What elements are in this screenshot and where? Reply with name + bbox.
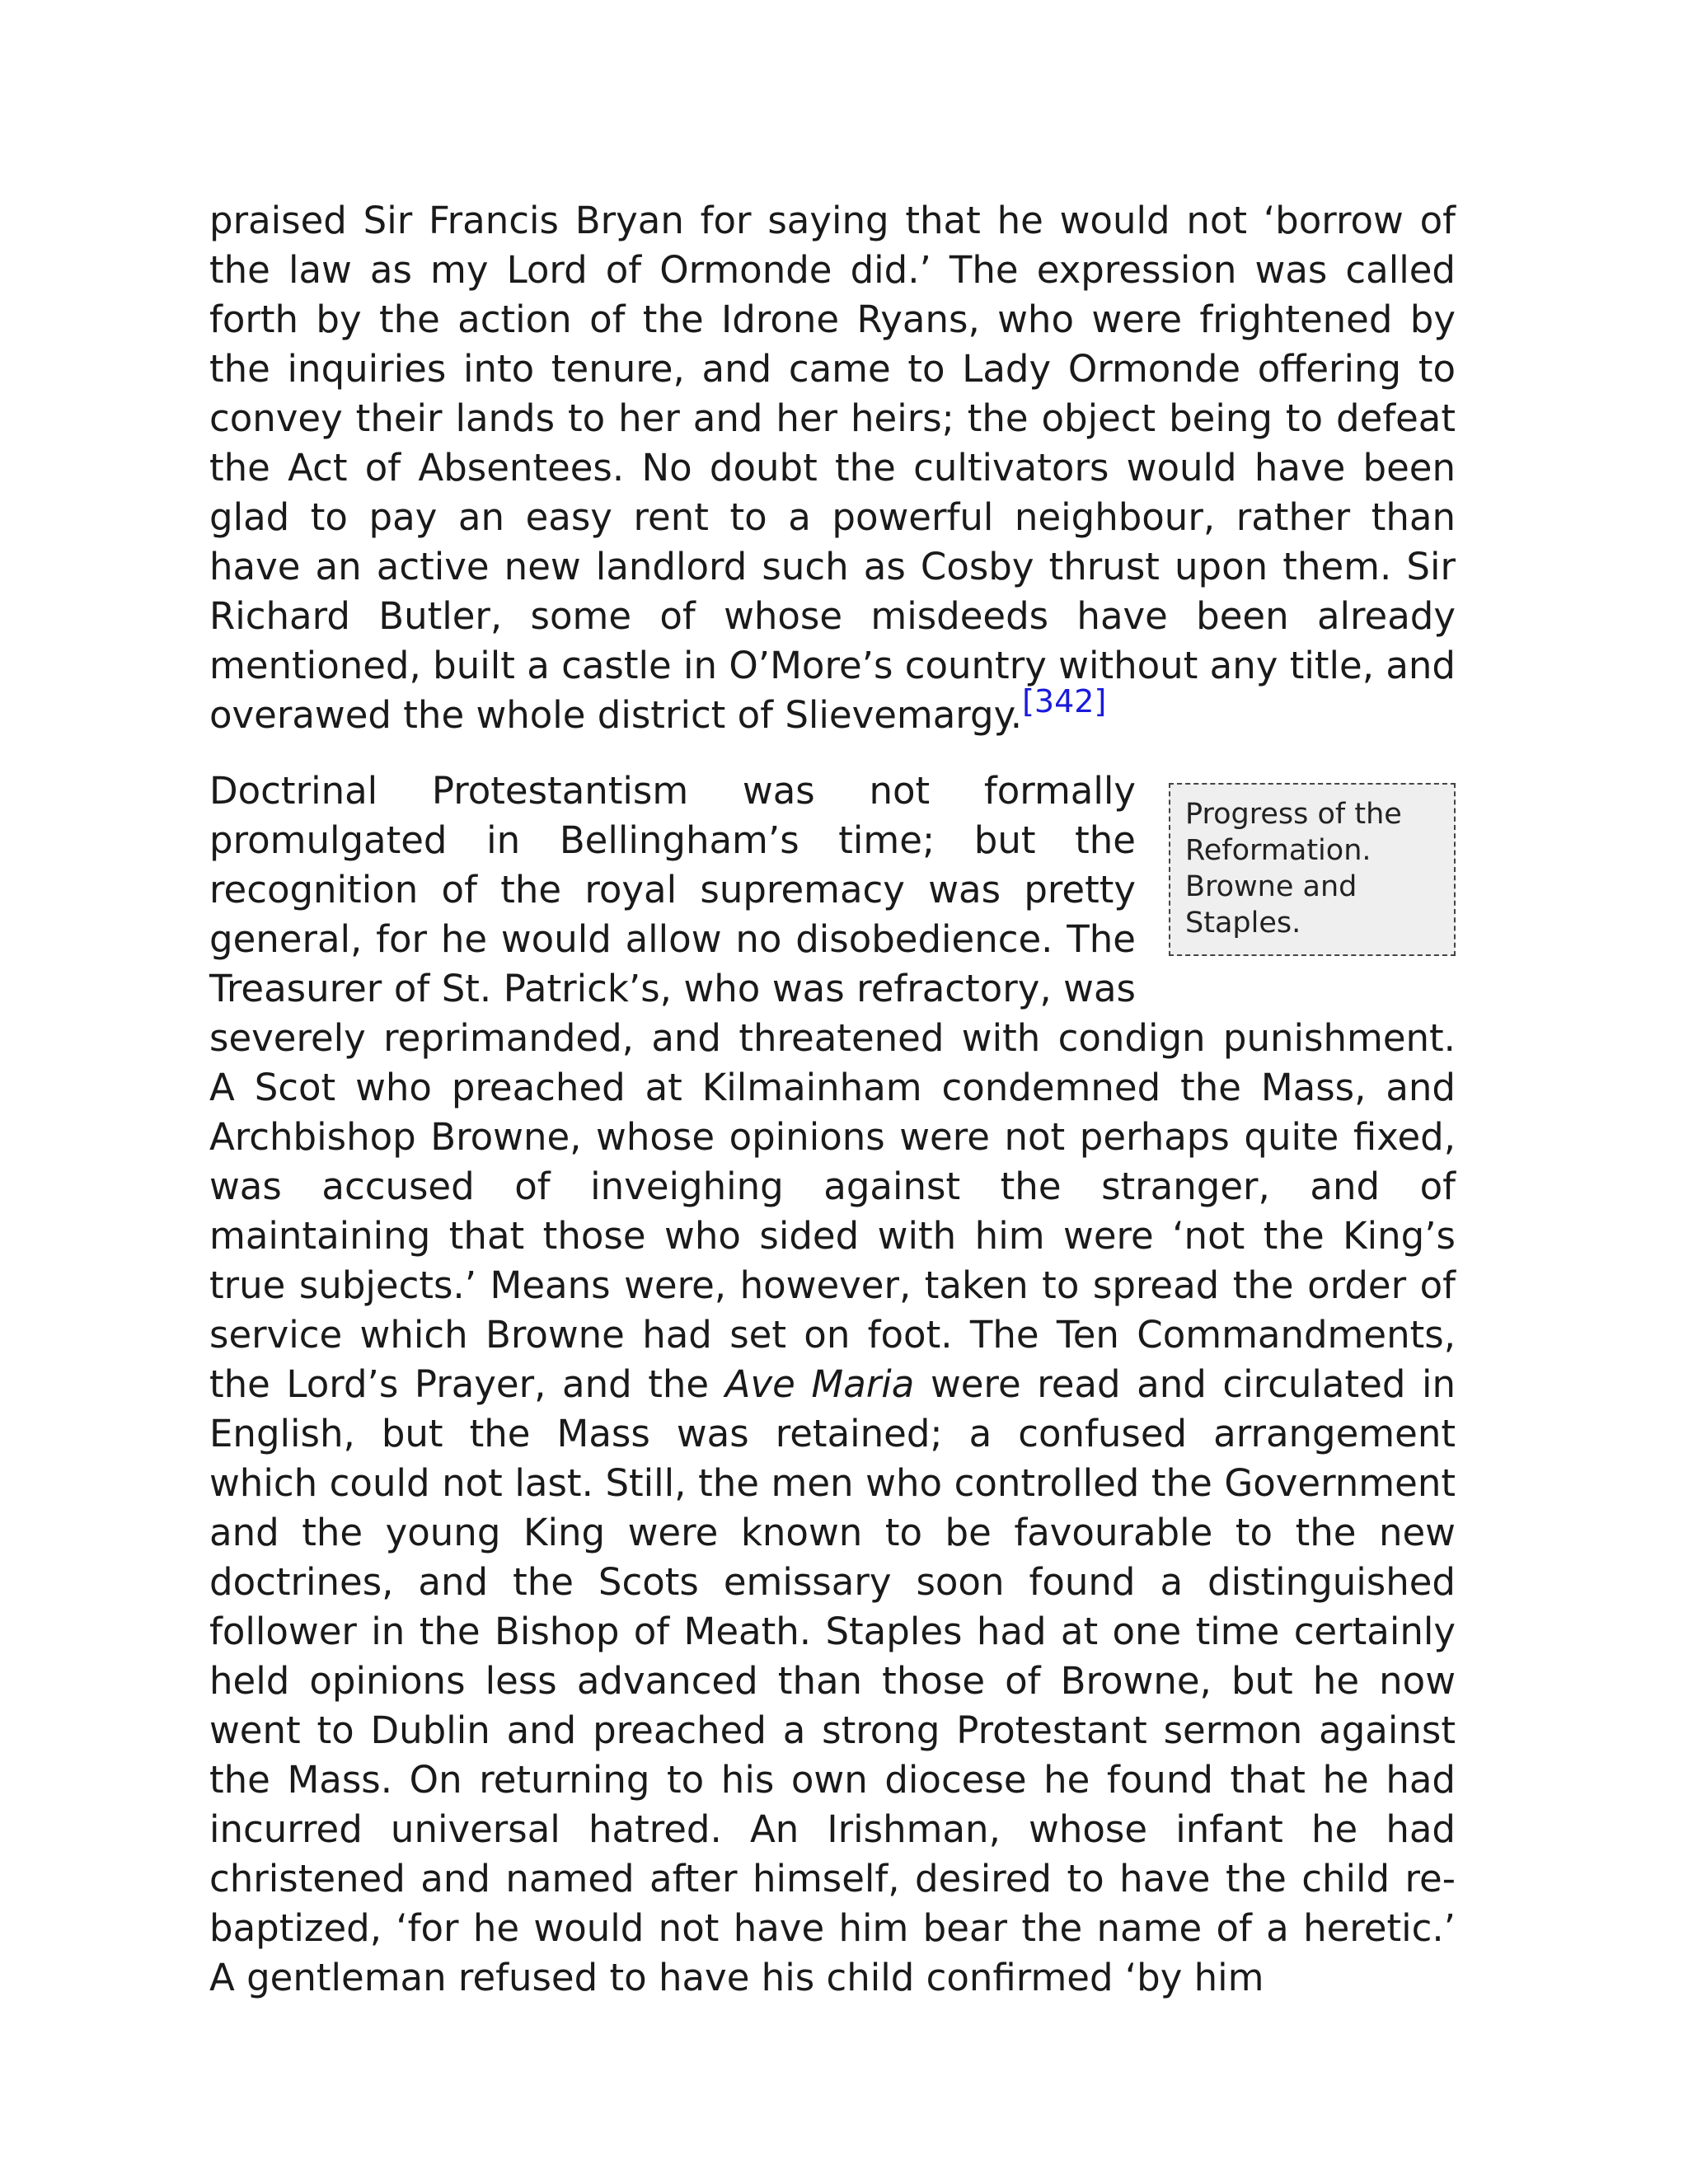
paragraph-1-text: praised Sir Francis Bryan for saying that he would not ‘borrow of the law as my Lord of Ormonde did.’ The expression was called forth by the action of the Idrone Ryans, who were frightened by the inquiries into tenure, and came to Lady Ormonde offering to convey their lands to her and her heirs; the object being to defeat the Act of Absentees. No doubt the cultivators would have been glad to pay an easy rent to a powerful neighbour, rather than have an active new landlord such as Cosby thrust upon them. Sir Richard Butler, some of whose misdeeds have been already mentioned, built a castle in O’More’s country without any title, and overawed the whole district of Slievemargy. xyxy=(209,199,1456,737)
page-body xyxy=(209,196,1456,2003)
paragraph-2-text-end: were read and circulated in English, but the Mass was retained; a confused arrangement which could not last. Still, the men who controlled the Government and the young King were known to be favourable to the new doctrines, and the Scots emissary soon found a distinguished follower in the Bishop of Meath. Staples had at one time certainly held opinions less advanced than those of Browne, but he now went to Dublin and preached a strong Protestant sermon against the Mass. On returning to his own diocese he found that he had incurred universal hatred. An Irishman, whose infant he had christened and named after himself, desired to have the child re-baptized, ‘for he would not have him bear the name of a heretic.’ A gentleman refused to have his child confirmed ‘by him xyxy=(209,1362,1456,1999)
italic-ave-maria: Ave Maria xyxy=(724,1362,915,1406)
sidenote-line-3: Browne and xyxy=(1185,870,1357,903)
footnote-link-342[interactable]: [342] xyxy=(1022,683,1107,719)
sidenote-line-2: Reformation. xyxy=(1185,834,1372,867)
paragraph-2-text-start: Doctrinal Protestantism was not formally promulgated in Bellingham’s time; but the recognition of the royal supremacy was pretty general, for he would allow no disobedience. The Treasurer of St. Patrick’s, who was refractory, was severely reprimanded, and threatened with condign punishment. A Scot who preached at Kilmainham condemned the Mass, and Archbishop Browne, whose opinions were not perhaps quite fixed, was accused of inveighing against the stranger, and of maintaining that those who sided with him were ‘not the King’s true subjects.’ Means were, however, taken to spread the order of service which Browne had set on foot. The Ten Commandments, the Lord’s Prayer, and the xyxy=(209,769,1456,1406)
sidenote-box xyxy=(1169,783,1456,956)
body-paragraph-1 xyxy=(209,196,1456,740)
sidenote-line-4: Staples. xyxy=(1185,907,1301,940)
sidenote-line-1: Progress of the xyxy=(1185,798,1402,831)
